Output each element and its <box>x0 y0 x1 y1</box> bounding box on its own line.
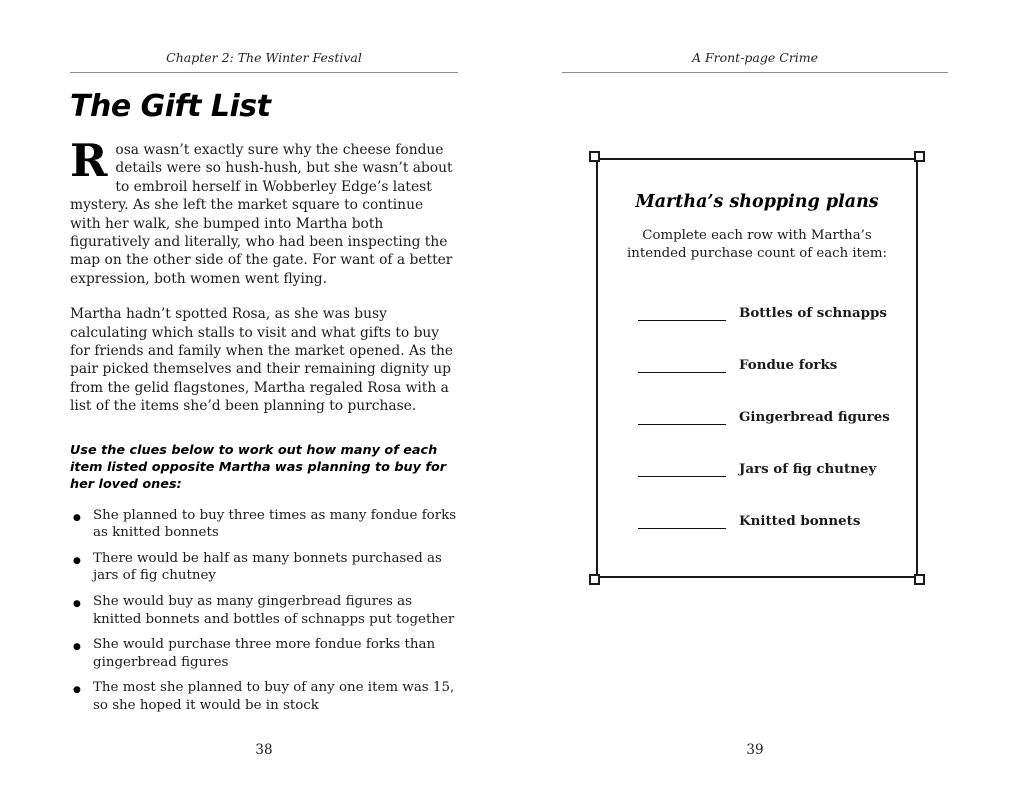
answer-blank <box>638 464 726 477</box>
paragraph-1-text: osa wasn’t exactly sure why the cheese fondue details were so hush-hush, but she wasn’t about to embroil herself in Wobberley Edge’s latest mystery. As she left the market square to continue with her walk, she bumped into Martha both figuratively and literally, who had been inspecting the map on the other side of the gate. For want of a better expression, both women went flying. <box>70 142 453 287</box>
answer-label: Jars of fig chutney <box>739 461 877 477</box>
box-corner-ornament <box>914 151 925 162</box>
clue-item: ● The most she planned to buy of any one item was 15, so she hoped it would be in stock <box>70 679 458 714</box>
answer-row <box>638 515 916 529</box>
answer-blank <box>638 412 726 425</box>
running-header-right: A Front-page Crime <box>562 50 948 73</box>
box-corner-ornament <box>589 574 600 585</box>
puzzle-instruction: Use the clues below to work out how many of each item listed opposite Martha was planning to buy for her loved ones: <box>70 442 447 492</box>
answer-blank <box>638 516 726 529</box>
answer-label: Fondue forks <box>739 357 838 373</box>
clue-item: ● She would buy as many gingerbread figures as knitted bonnets and bottles of schnapps put together <box>70 593 458 628</box>
answer-row <box>638 463 916 477</box>
box-title: Martha’s shopping plans <box>635 192 879 212</box>
answer-label: Bottles of schnapps <box>739 305 887 321</box>
running-header-left: Chapter 2: The Winter Festival <box>70 50 458 73</box>
box-corner-ornament <box>589 151 600 162</box>
page-number-right: 39 <box>746 742 764 758</box>
clue-item: ● She planned to buy three times as many fondue forks as knitted bonnets <box>70 507 458 542</box>
paragraph-2: Martha hadn’t spotted Rosa, as she was busy calculating which stalls to visit and what gifts to buy for friends and family when the market opened. As the pair picked themselves and their remaining dignity up from the gelid flagstones, Martha regaled Rosa with a list of the items she’d been planning to purchase. <box>70 306 454 415</box>
clue-list <box>70 507 458 715</box>
answer-blank <box>638 308 726 321</box>
page-number-left: 38 <box>255 742 273 758</box>
answer-row <box>638 359 916 373</box>
dropcap: R <box>70 134 108 187</box>
clue-item: ● She would purchase three more fondue forks than gingerbread figures <box>70 636 458 671</box>
clue-item: ● There would be half as many bonnets purchased as jars of fig chutney <box>70 550 458 585</box>
box-subtitle: Complete each row with Martha’s intended purchase count of each item: <box>627 228 887 261</box>
answer-label: Knitted bonnets <box>739 513 861 529</box>
answer-label: Gingerbread figures <box>739 409 890 425</box>
box-corner-ornament <box>914 574 925 585</box>
answer-row <box>638 307 916 321</box>
paragraph-1 <box>70 134 458 288</box>
answer-blank <box>638 360 726 373</box>
answer-rows <box>598 307 916 529</box>
left-page <box>70 0 458 806</box>
shopping-plans-box <box>596 158 918 578</box>
answer-row <box>638 411 916 425</box>
chapter-title: The Gift List <box>70 89 271 124</box>
right-page <box>562 0 948 806</box>
